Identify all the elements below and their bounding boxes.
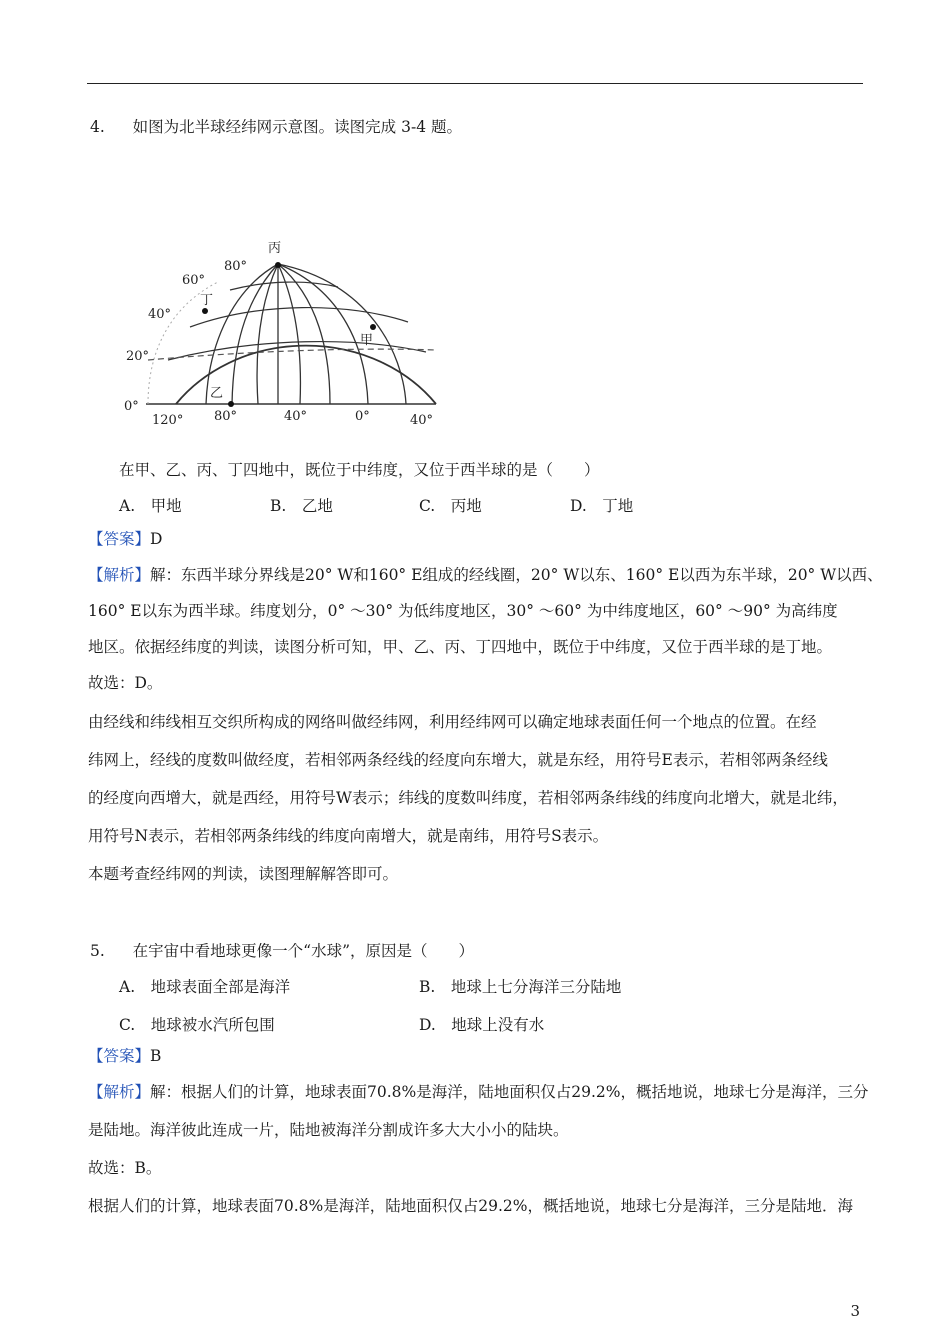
q4-analysis-tag: 【解析】	[88, 566, 151, 584]
q4-analysis-line: 本题考查经纬网的判读，读图理解解答即可。	[88, 865, 399, 883]
q5-analysis-tag: 【解析】	[88, 1083, 151, 1101]
q5-analysis-line: 解：根据人们的计算，地球表面70.8%是海洋，陆地面积仅占29.2%，概括地说，地球七分是海洋，三分	[150, 1083, 869, 1101]
graticule-figure	[118, 232, 448, 432]
q4-analysis-row-1	[88, 564, 883, 586]
lat-label-20: 20°	[126, 349, 150, 364]
q5-analysis-line: 是陆地。海洋彼此连成一片，陆地被海洋分割成许多大大小小的陆块。	[88, 1121, 569, 1139]
place-yi-dot	[228, 401, 234, 407]
place-jia-label: 甲	[360, 333, 374, 348]
q4-option-a[interactable]: A. 甲地	[119, 497, 182, 515]
q5-analysis-line: 故选：B。	[88, 1159, 162, 1177]
q5-option-d[interactable]: D. 地球上没有水	[419, 1016, 545, 1034]
lon-label-0: 0°	[355, 409, 370, 424]
lat-label-60: 60°	[182, 273, 206, 288]
q5-stem-row	[90, 940, 474, 962]
q4-number: 4.	[90, 118, 105, 136]
q5-answer: B	[150, 1047, 162, 1065]
place-ding-label: 丁	[200, 293, 214, 308]
q4-stem: 如图为北半球经纬网示意图。读图完成 3-4 题。	[132, 118, 462, 136]
lon-label-120: 120°	[152, 413, 184, 428]
header-rule	[87, 83, 863, 84]
place-bing-dot	[275, 262, 281, 268]
q4-option-d[interactable]: D. 丁地	[570, 497, 634, 515]
q4-analysis-line: 的经度向西增大，就是西经，用符号W表示；纬线的度数叫纬度，若相邻两条纬线的纬度向北增大，就是北纬，	[88, 789, 848, 807]
q4-analysis-line: 故选：D。	[88, 674, 163, 692]
lat-label-40: 40°	[148, 307, 172, 322]
q4-analysis-line: 地区。依据经纬度的判读，读图分析可知，甲、乙、丙、丁四地中，既位于中纬度，又位于西半球的是丁地。	[88, 638, 833, 656]
q4-stem-row	[90, 116, 462, 138]
q4-option-b[interactable]: B. 乙地	[270, 497, 333, 515]
q4-analysis-line: 160° E以东为西半球。纬度划分，0° ～30° 为低纬度地区，30° ～60° 为中纬度地区，60° ～90° 为高纬度	[88, 602, 838, 620]
place-yi-label: 乙	[210, 386, 224, 401]
q4-analysis-line: 用符号N表示，若相邻两条纬线的纬度向南增大，就是南纬，用符号S表示。	[88, 827, 609, 845]
q5-answer-row	[88, 1045, 161, 1067]
q5-option-c[interactable]: C. 地球被水汽所包围	[119, 1016, 275, 1034]
q4-analysis-line: 纬网上，经线的度数叫做经度，若相邻两条经线的经度向东增大，就是东经，用符号E表示，若相邻两条经线	[88, 751, 828, 769]
q5-number: 5.	[90, 942, 105, 960]
q5-option-b[interactable]: B. 地球上七分海洋三分陆地	[419, 978, 622, 996]
place-jia-dot	[370, 324, 376, 330]
lat-label-0: 0°	[124, 399, 139, 414]
q4-option-c[interactable]: C. 丙地	[419, 497, 482, 515]
place-ding-dot	[202, 308, 208, 314]
q4-analysis-line: 由经线和纬线相互交织所构成的网络叫做经纬网，利用经纬网可以确定地球表面任何一个地点的位置。在经	[88, 713, 817, 731]
lon-label-80: 80°	[214, 409, 238, 424]
lon-label-40-east: 40°	[410, 413, 434, 428]
q4-answer-row	[88, 528, 162, 550]
q5-answer-tag: 【答案】	[88, 1047, 151, 1065]
q4-answer-tag: 【答案】	[88, 530, 151, 548]
lon-label-40: 40°	[284, 409, 308, 424]
lat-label-80: 80°	[224, 259, 248, 274]
place-bing-label: 丙	[268, 241, 282, 256]
q4-analysis-line: 解：东西半球分界线是20° W和160° E组成的经线圈，20° W以东、160° E以西为东半球，20° W以西、	[150, 566, 883, 584]
q5-analysis-row-1	[88, 1081, 869, 1103]
page-number: 3	[850, 1302, 860, 1320]
q5-analysis-line: 根据人们的计算，地球表面70.8%是海洋，陆地面积仅占29.2%，概括地说，地球七分是海洋，三分是陆地．海	[88, 1197, 853, 1215]
q4-answer: D	[150, 530, 163, 548]
q4-question: 在甲、乙、丙、丁四地中，既位于中纬度，又位于西半球的是（ ）	[119, 461, 600, 479]
q5-option-a[interactable]: A. 地球表面全部是海洋	[119, 978, 291, 996]
meridians	[206, 264, 406, 404]
q5-stem: 在宇宙中看地球更像一个“水球”，原因是（ ）	[132, 942, 475, 960]
northern-hemisphere-graticule	[118, 232, 448, 432]
